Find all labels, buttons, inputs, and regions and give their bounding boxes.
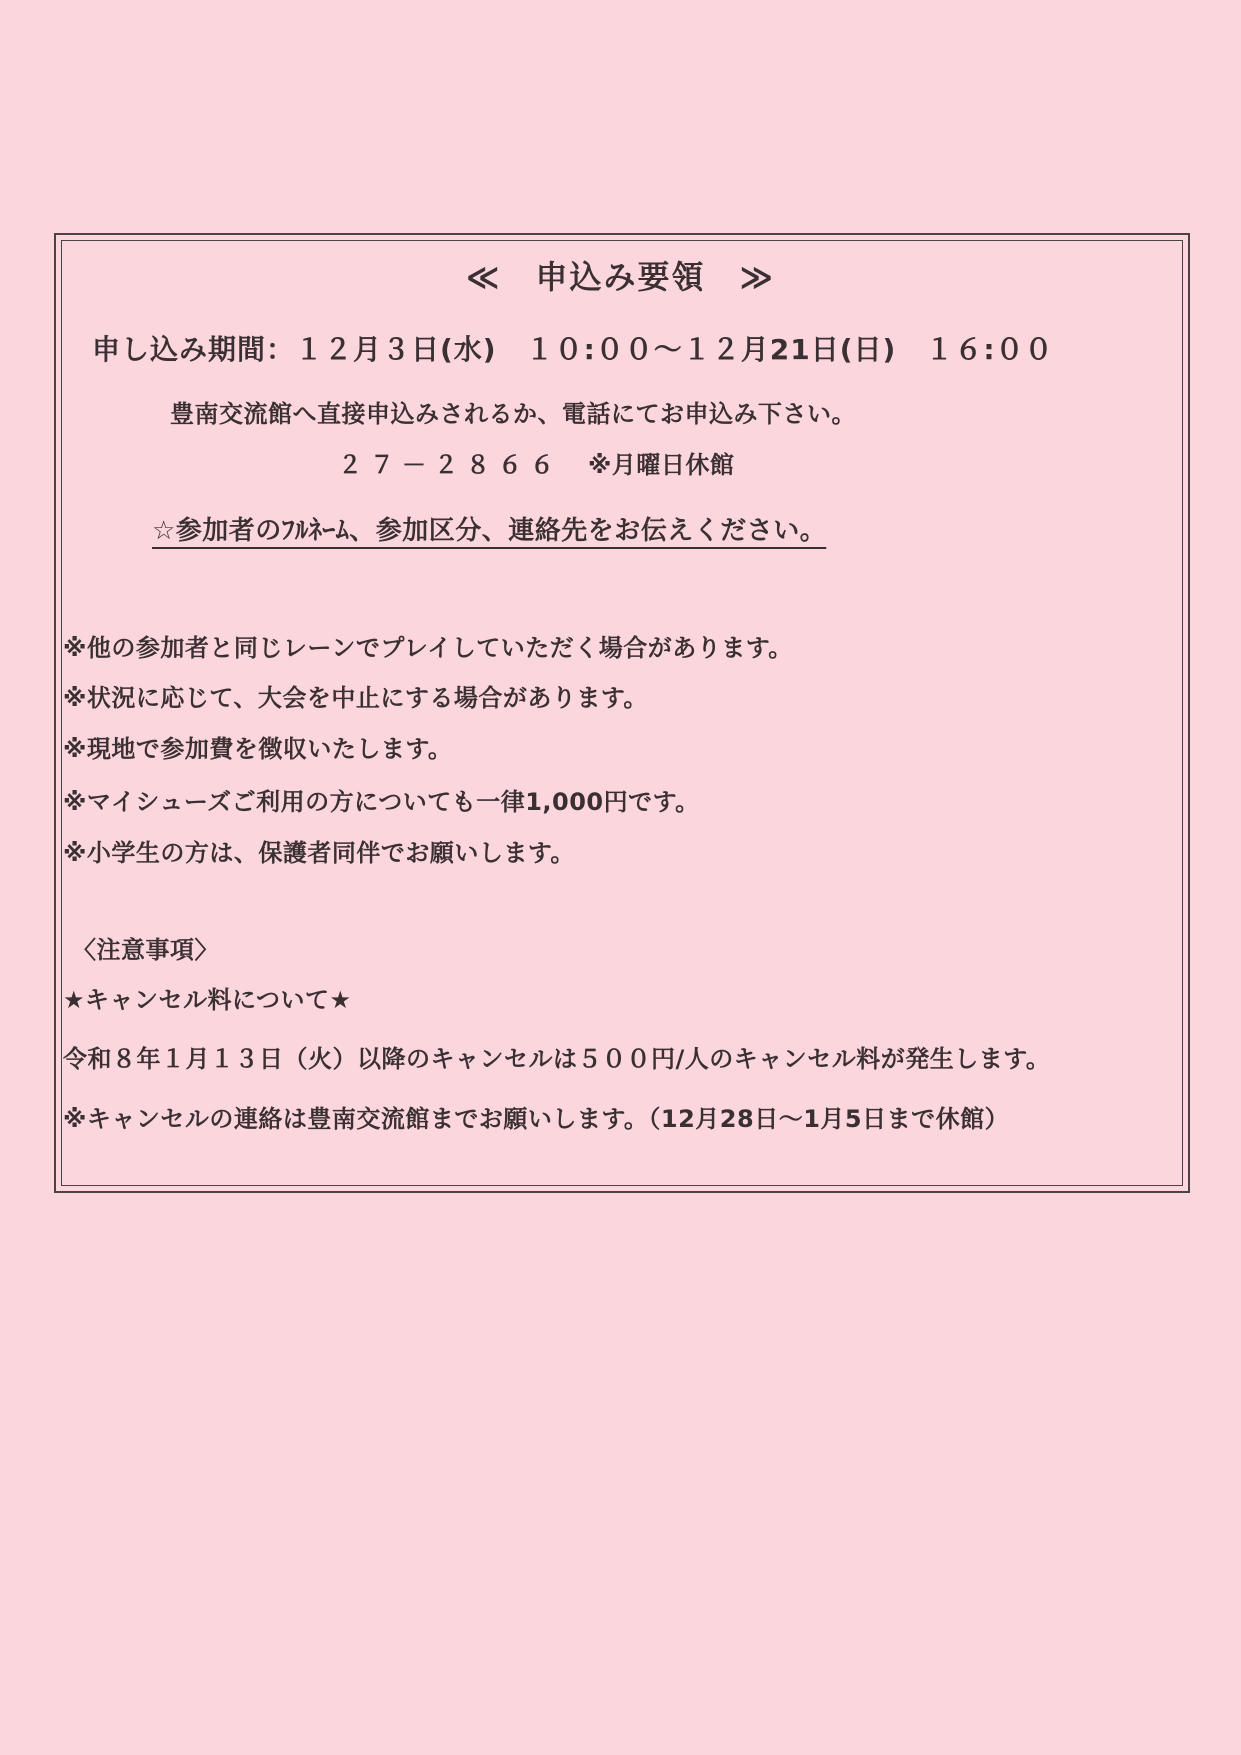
application-period: 申し込み期間：１２月３日(水) １０:００～１２月21日(日) １６:００	[92, 333, 1054, 366]
contact-phone	[338, 445, 734, 480]
page-title	[0, 252, 1241, 298]
cancel-fee-heading: ★キャンセル料について★	[63, 986, 352, 1014]
cancel-contact-text: ※キャンセルの連絡は豊南交流館までお願いします。（12月28日～1月5日まで休館）	[63, 1105, 1010, 1133]
closed-day-note: ※月曜日休館	[588, 451, 735, 479]
title-close-mark: ≫	[739, 258, 775, 296]
title-open-mark: ≪	[465, 258, 502, 296]
note-item: ※他の参加者と同じレーンでプレイしていただく場合があります。	[63, 634, 793, 662]
note-item: ※小学生の方は、保護者同伴でお願いします。	[63, 839, 575, 867]
phone-number: ２７－２８６６	[338, 451, 562, 479]
application-method: 豊南交流館へ直接申込みされるか、電話にてお申込み下さい。	[170, 400, 856, 428]
info-request: ☆参加者のﾌﾙﾈｰﾑ、参加区分、連絡先をお伝えください。	[152, 516, 827, 546]
cancel-fee-text: 令和８年１月１３日（火）以降のキャンセルは５００円/人のキャンセル料が発生します。	[63, 1045, 1051, 1073]
note-item: ※現地で参加費を徴収いたします。	[63, 735, 453, 763]
note-item: ※マイシューズご利用の方についても一律1,000円です。	[63, 788, 700, 816]
title-text: 申込み要領	[535, 258, 706, 296]
note-item: ※状況に応じて、大会を中止にする場合があります。	[63, 684, 648, 712]
caution-heading: 〈注意事項〉	[72, 936, 219, 964]
